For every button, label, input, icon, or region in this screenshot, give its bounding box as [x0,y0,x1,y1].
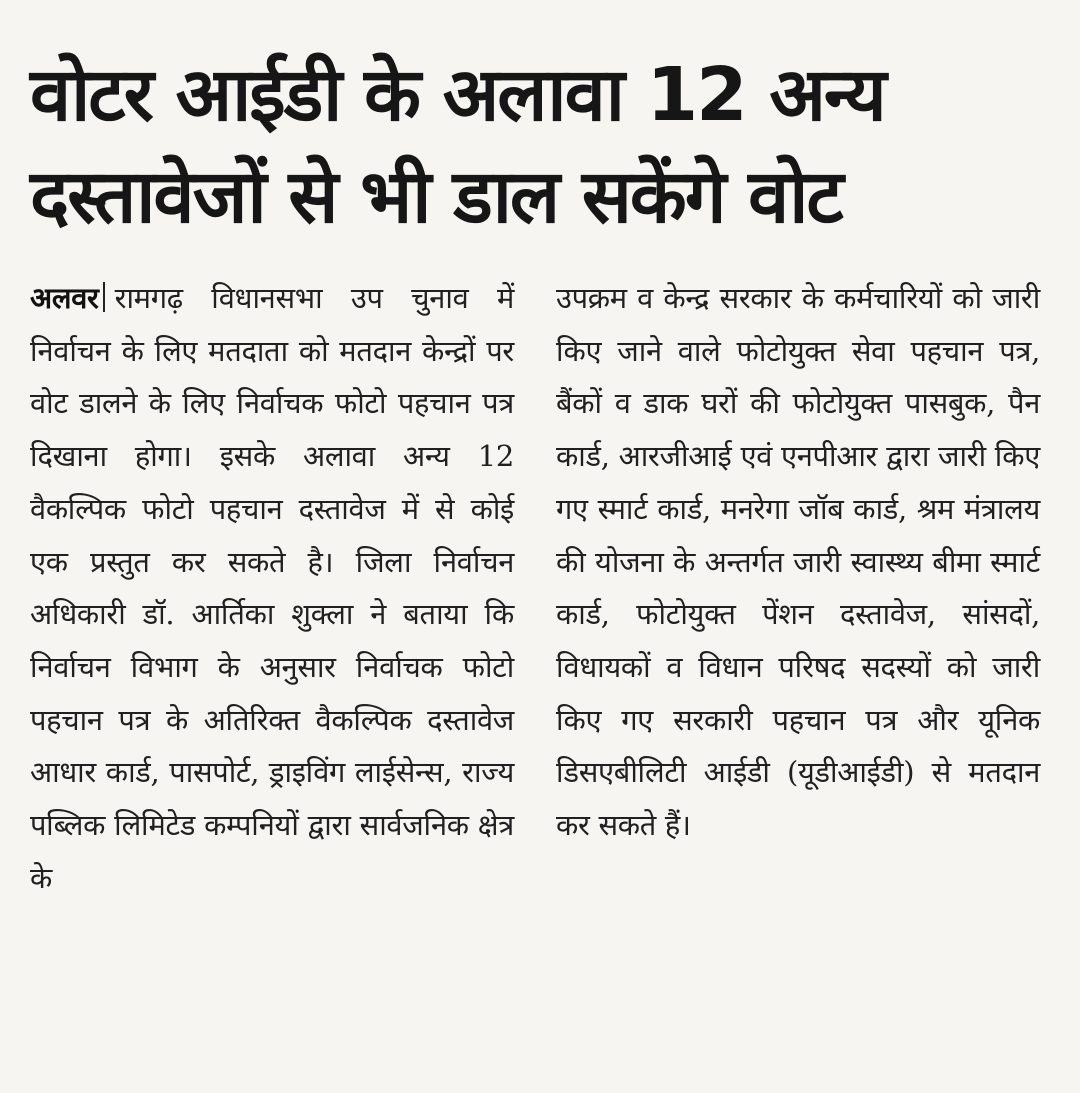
article-column-2 [556,272,1040,904]
headline-line-1: वोटर आईडी के अलावा 12 अन्य [30,52,885,138]
dateline-divider [103,282,105,312]
column-1-paragraph [30,272,514,904]
headline [30,44,1040,248]
column-2-text: उपक्रम व केन्द्र सरकार के कर्मचारियों को जारी किए जाने वाले फोटोयुक्त सेवा पहचान पत्र, बैंकों व डाक घरों की फोटोयुक्त पासबुक, पैन कार्ड, आरजीआई एवं एनपीआर द्वारा जारी किए गए स्मार्ट कार्ड, मनरेगा जॉब कार्ड, श्रम मंत्रालय की योजना के अन्तर्गत जारी स्वास्थ्य बीमा स्मार्ट कार्ड, फोटोयुक्त पेंशन दस्तावेज, सांसदों, विधायकों व विधान परिषद सदस्यों को जारी किए गए सरकारी पहचान पत्र और यूनिक डिसएबीलिटी आईडी (यूडीआईडी) से मतदान कर सकते हैं। [556,281,1040,843]
dateline: अलवर [30,281,99,315]
column-1-text: रामगढ़ विधानसभा उप चुनाव में निर्वाचन के लिए मतदाता को मतदान केन्द्रों पर वोट डालने के लिए निर्वाचक फोटो पहचान पत्र दिखाना होगा। इसके अलावा अन्य 12 वैकल्पिक फोटो पहचान दस्तावेज में से कोई एक प्रस्तुत कर सकते है। जिला निर्वाचन अधिकारी डॉ. आर्तिका शुक्ला ने बताया कि निर्वाचन विभाग के अनुसार निर्वाचक फोटो पहचान पत्र के अतिरिक्त वैकल्पिक दस्तावेज आधार कार्ड, पासपोर्ट, ड्राइविंग लाईसेन्स, राज्य पब्लिक लिमिटेड कम्पनियों द्वारा सार्वजनिक क्षेत्र के [30,281,514,895]
article-columns [30,272,1040,904]
column-2-paragraph [556,272,1040,852]
headline-line-2: दस्तावेजों से भी डाल सकेंगे वोट [30,154,842,240]
article-column-1 [30,272,514,904]
